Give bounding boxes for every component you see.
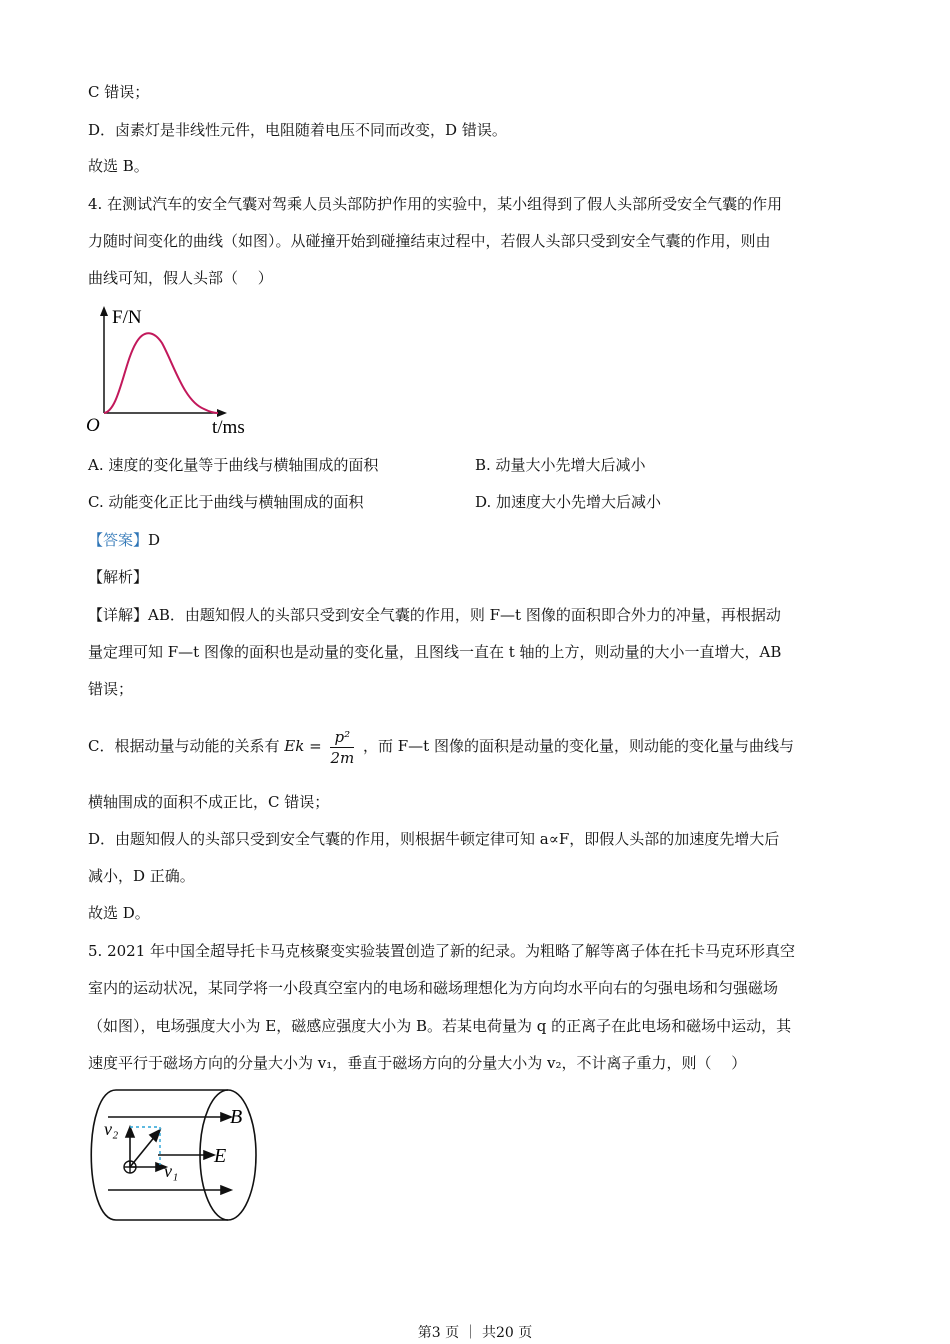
origin-label: O [86,415,100,436]
answer-tag: 【答案】 [88,531,149,549]
option-a: A. 速度的变化量等于曲线与横轴围成的面积 [88,456,379,474]
y-axis-arrow [100,306,108,316]
detail-line-3: 错误； [88,680,134,698]
option-b: B. 动量大小先增大后减小 [475,456,646,474]
question-4-line-3: 曲线可知，假人头部（ ） [88,269,273,287]
question-4-line-2: 力随时间变化的曲线（如图）。从碰撞开始到碰撞结束过程中，若假人头部只受到安全气囊的作用，则由 [88,232,771,250]
detail-line-d2: 减小，D 正确。 [88,867,195,885]
force-time-graph [84,303,254,438]
text-line: 故选 B。 [88,157,149,175]
cylinder-left-arc [91,1090,119,1220]
text-line: C 错误； [88,83,150,101]
answer-value: D [148,531,161,549]
text-line: D．卤素灯是非线性元件，电阻随着电压不同而改变，D 错误。 [88,121,507,139]
force-curve [104,333,218,413]
c-text-post: ，而 F—t 图像的面积是动量的变化量，则动能的变化量与曲线与 [363,737,794,755]
y-axis-label: F/N [112,307,142,328]
x-axis-label: t/ms [212,417,245,438]
detail-line-end: 故选 D。 [88,904,150,922]
formula-fraction [330,727,354,768]
analysis-line [88,567,148,587]
field-arrows [108,1113,231,1194]
question-5-line-2: 室内的运动状况，某同学将一小段真空室内的电场和磁场理想化为方向均水平向右的匀强电场和匀强磁场 [88,979,779,997]
detail-line-d1: D．由题知假人的头部只受到安全气囊的作用，则根据牛顿定律可知 a∝F，即假人头部的加速度先增大后 [88,830,780,848]
formula-numerator: p² [330,727,354,748]
detail-tag: 【详解】 [88,606,149,624]
question-5-line-3: （如图），电场强度大小为 E，磁感应强度大小为 B。若某电荷量为 q 的正离子在此电场和磁场中运动，其 [88,1017,792,1035]
detail-line-2: 量定理可知 F—t 图像的面积也是动量的变化量，且图线一直在 t 轴的上方，则动量的大小一直增大，AB [88,643,782,661]
page-footer: 第3 页 ｜ 共20 页 [417,1325,533,1341]
label-v2: v₂ [104,1119,119,1139]
detail-line-1 [88,605,781,625]
formula-lhs: Ek = [284,737,322,755]
analysis-tag: 【解析】 [88,568,149,586]
c-text-pre: C．根据动量与动能的关系有 [88,737,280,755]
question-5-line-4: 速度平行于磁场方向的分量大小为 v₁，垂直于磁场方向的分量大小为 v₂，不计离子重力，则（ ） [88,1054,747,1072]
label-e: E [214,1145,227,1167]
detail-line-c2: 横轴围成的面积不成正比，C 错误； [88,793,330,811]
detail-text: AB．由题知假人的头部只受到安全气囊的作用，则 F—t 图像的面积即合外力的冲量，再根据动 [148,606,781,624]
label-b: B [230,1106,243,1128]
formula-denominator: 2m [330,748,355,767]
detail-line-c [88,722,794,770]
question-4-line-1: 4. 在测试汽车的安全气囊对驾乘人员头部防护作用的实验中，某小组得到了假人头部所受安全气囊的作用 [88,195,783,213]
label-v1: v₁ [164,1161,179,1181]
x-axis-arrow [217,409,227,417]
answer-line [88,530,160,550]
option-c: C. 动能变化正比于曲线与横轴围成的面积 [88,493,364,511]
question-5-line-1: 5. 2021 年中国全超导托卡马克核聚变实验装置创造了新的纪录。为粗略了解等离子体在托卡马克环形真空 [88,942,796,960]
tokamak-field-figure [88,1085,268,1225]
option-d: D. 加速度大小先增大后减小 [475,493,662,511]
